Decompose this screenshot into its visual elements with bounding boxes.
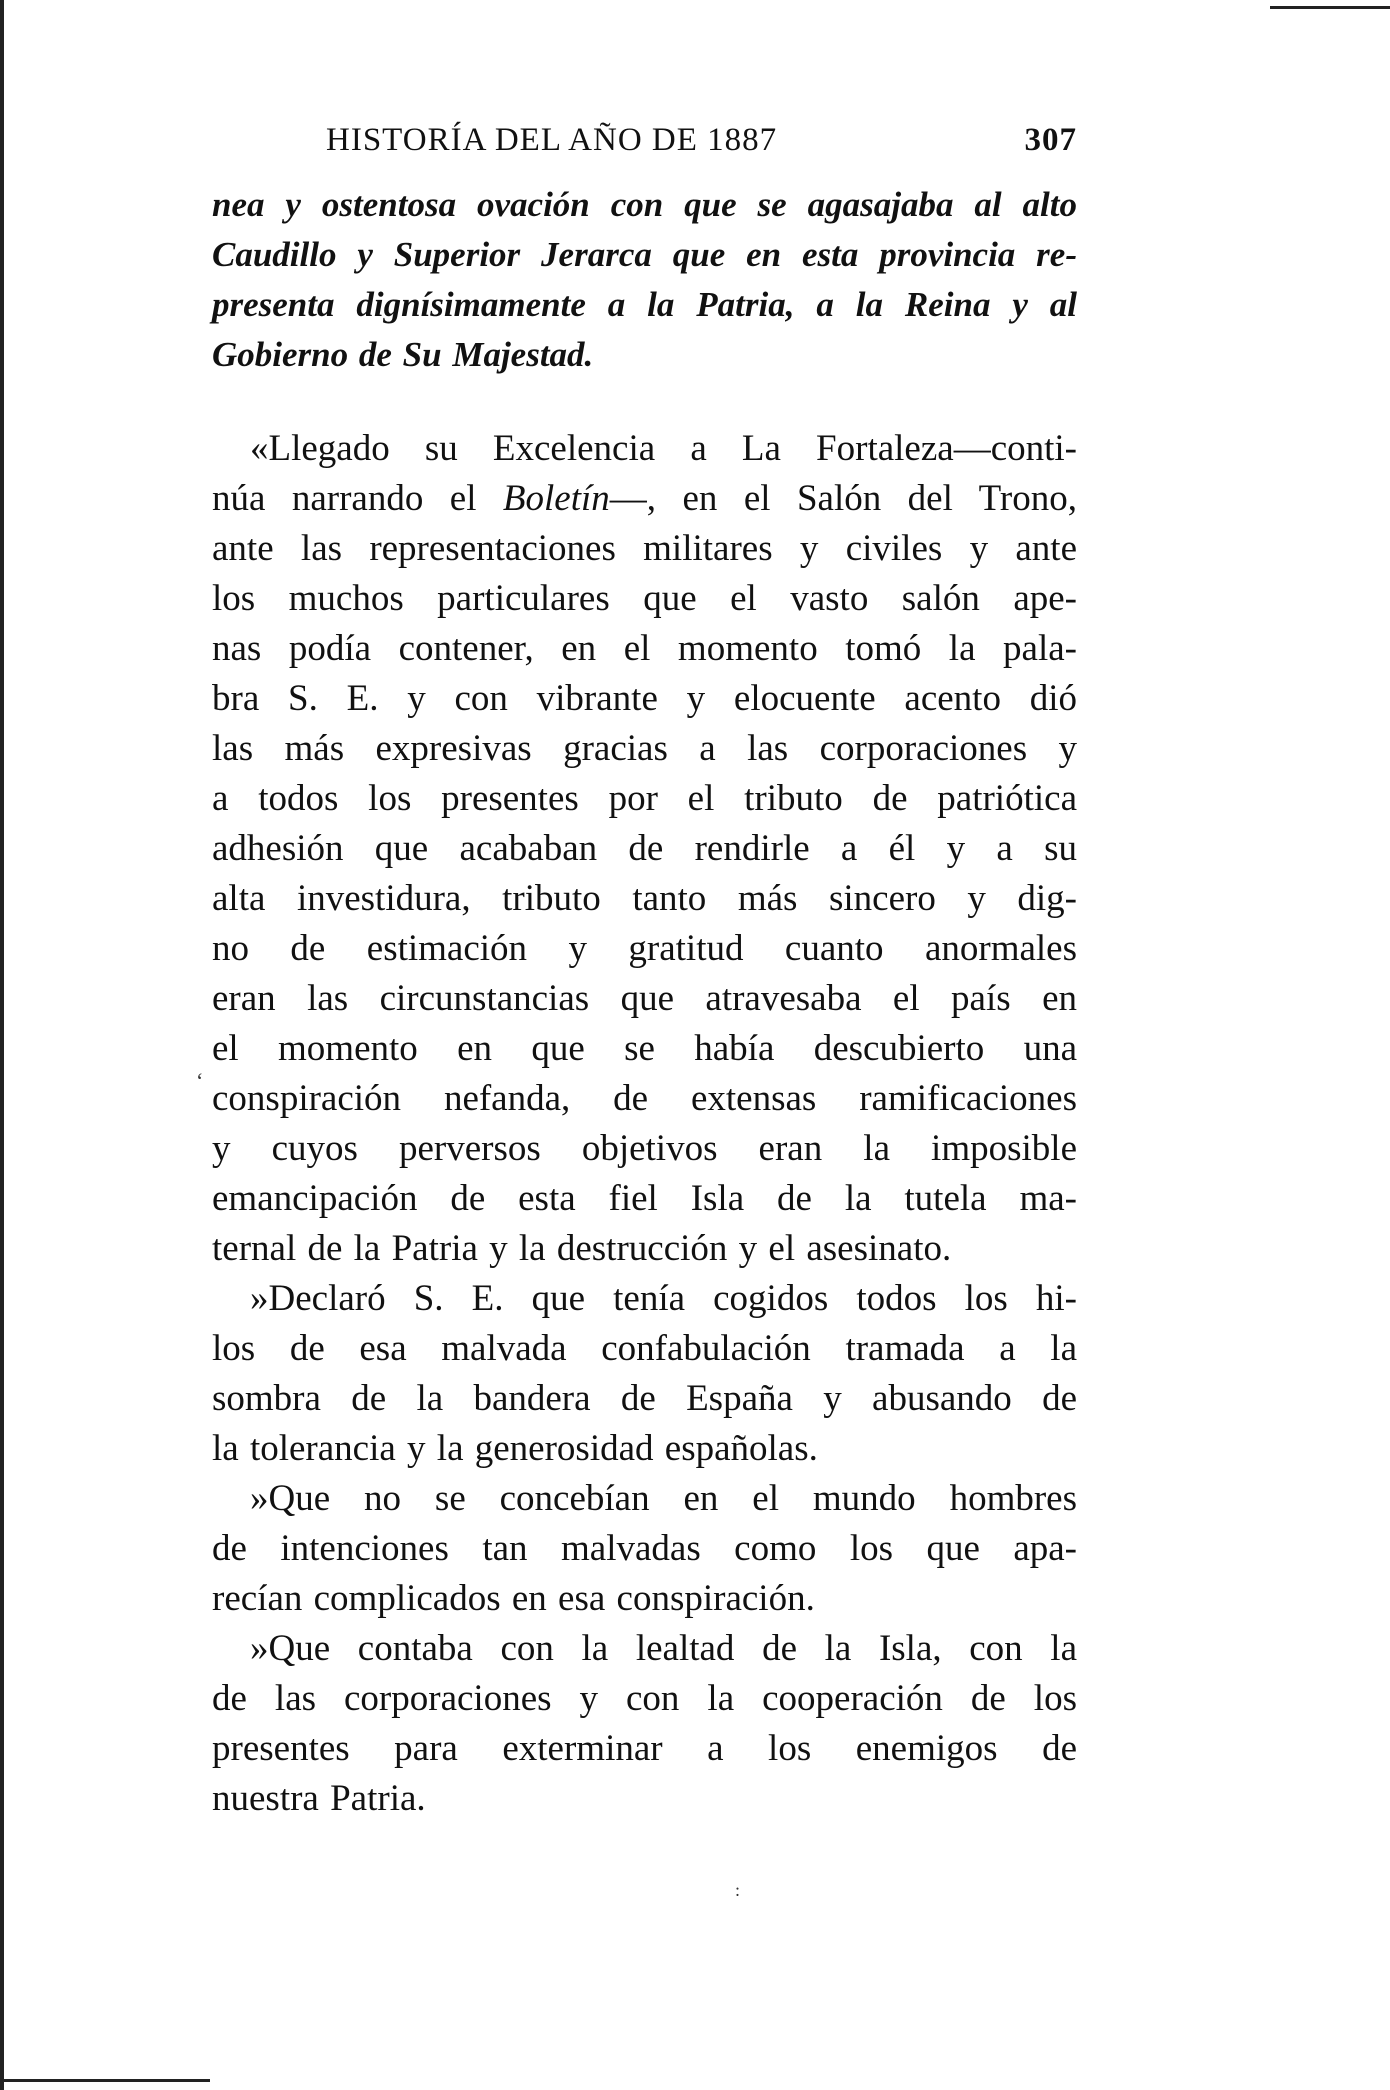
boletin-title: Boletín bbox=[502, 478, 610, 519]
text-line: nas podía contener, en el momento tomó la pala- bbox=[212, 628, 1077, 669]
book-page bbox=[212, 122, 1077, 1824]
paragraph-que-contaba bbox=[212, 1624, 1077, 1824]
paragraph-gap bbox=[212, 380, 1077, 424]
scan-edge-left bbox=[0, 0, 4, 2090]
text-line: »Que no se concebían en el mundo hombres bbox=[250, 1478, 1077, 1519]
text-line: de intenciones tan malvadas como los que apa- bbox=[212, 1528, 1077, 1569]
text-line: emancipación de esta fiel Isla de la tutela ma- bbox=[212, 1178, 1077, 1219]
text-line: sombra de la bandera de España y abusando de bbox=[212, 1378, 1077, 1419]
text-line: nuestra Patria. bbox=[212, 1778, 426, 1819]
text-line: a todos los presentes por el tributo de patriótica bbox=[212, 778, 1077, 819]
text-line: Caudillo y Superior Jerarca que en esta provincia re- bbox=[212, 235, 1077, 274]
text-line: «Llegado su Excelencia a La Fortaleza—conti- bbox=[250, 428, 1077, 469]
text-line: adhesión que acababan de rendirle a él y a su bbox=[212, 828, 1077, 869]
text-line: presentes para exterminar a los enemigos de bbox=[212, 1728, 1077, 1769]
running-title: HISTORÍA DEL AÑO DE 1887 bbox=[326, 122, 778, 158]
page-number: 307 bbox=[1024, 122, 1077, 158]
margin-mark: ʻ bbox=[196, 1068, 204, 1093]
text-line: de las corporaciones y con la cooperación de los bbox=[212, 1678, 1077, 1719]
text-line: los muchos particulares que el vasto salón ape- bbox=[212, 578, 1077, 619]
scan-edge-top bbox=[1270, 6, 1390, 9]
stray-ink-mark: : bbox=[735, 1880, 741, 1900]
paragraph-llegado bbox=[212, 424, 1077, 1274]
paragraph-declaro bbox=[212, 1274, 1077, 1474]
text-line: »Que contaba con la lealtad de la Isla, con la bbox=[250, 1628, 1077, 1669]
text-line: alta investidura, tributo tanto más sincero y dig- bbox=[212, 878, 1077, 919]
text-line: no de estimación y gratitud cuanto anormales bbox=[212, 928, 1077, 969]
text-line: el momento en que se había descubierto una bbox=[212, 1028, 1077, 1069]
text-line: los de esa malvada confabulación tramada a la bbox=[212, 1328, 1077, 1369]
text-line: »Declaró S. E. que tenía cogidos todos los hi- bbox=[250, 1278, 1077, 1319]
text-line: presenta dignísimamente a la Patria, a la Reina y al bbox=[212, 285, 1077, 324]
text-line: bra S. E. y con vibrante y elocuente acento dió bbox=[212, 678, 1077, 719]
text-line: ante las representaciones militares y civiles y ante bbox=[212, 528, 1077, 569]
text-line: y cuyos perversos objetivos eran la imposible bbox=[212, 1128, 1077, 1169]
text-line: las más expresivas gracias a las corporaciones y bbox=[212, 728, 1077, 769]
intro-italic-block bbox=[212, 180, 1077, 380]
scan-edge-bottom bbox=[0, 2079, 210, 2082]
text-line: la tolerancia y la generosidad españolas. bbox=[212, 1428, 818, 1469]
paragraph-que-no bbox=[212, 1474, 1077, 1624]
running-head bbox=[212, 122, 1077, 166]
text-line: recían complicados en esa conspiración. bbox=[212, 1578, 815, 1619]
text-line: núa narrando el Boletín—, en el Salón del Trono, bbox=[212, 478, 1077, 519]
text-line: conspiración nefanda, de extensas ramificaciones bbox=[212, 1078, 1077, 1119]
text-line: ternal de la Patria y la destrucción y el asesinato. bbox=[212, 1228, 952, 1269]
text-line: nea y ostentosa ovación con que se agasajaba al alto bbox=[212, 185, 1077, 224]
text-line: eran las circunstancias que atravesaba el país en bbox=[212, 978, 1077, 1019]
text-line: Gobierno de Su Majestad. bbox=[212, 335, 594, 374]
